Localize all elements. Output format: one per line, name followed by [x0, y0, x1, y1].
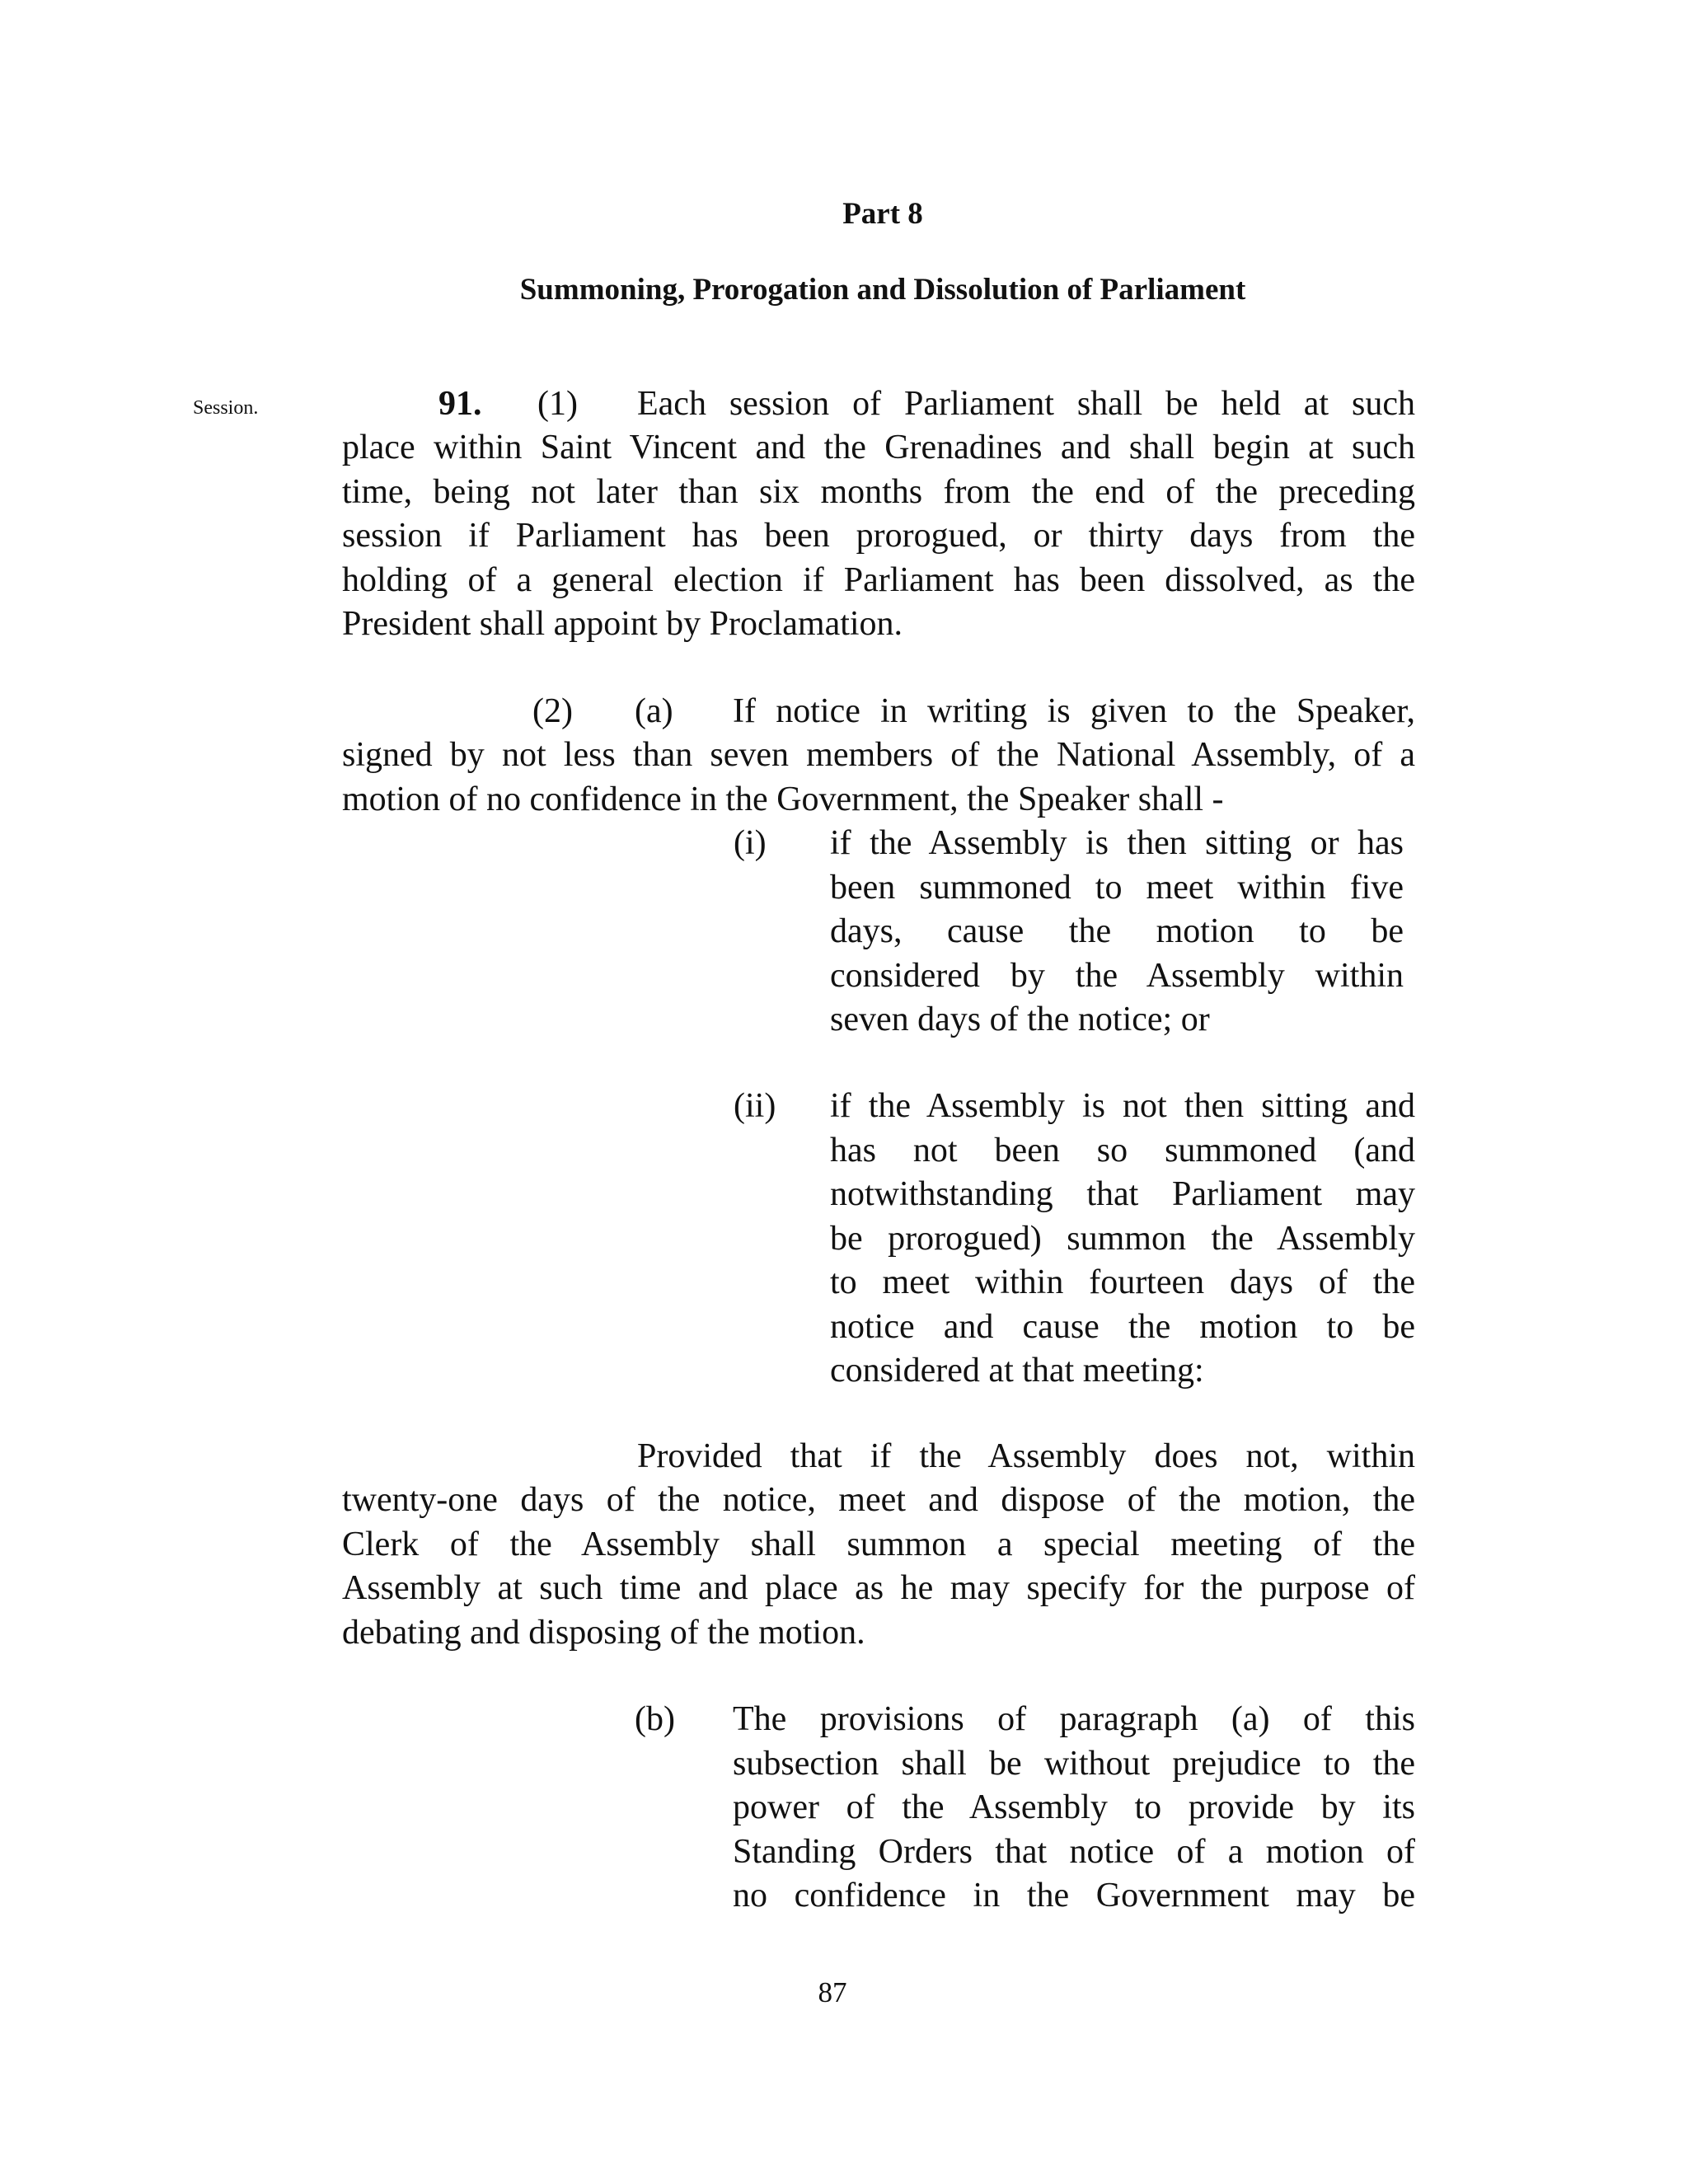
item-ii-label: (ii): [734, 1087, 776, 1125]
paragraph-a-text: [342, 733, 1415, 822]
text-line: if the Assembly is not then sitting and: [830, 1087, 1415, 1125]
text-line: days, cause the motion to be: [830, 912, 1404, 950]
text-line: debating and disposing of the motion.: [342, 1613, 865, 1652]
section-number: [438, 382, 482, 427]
text-line: Assembly at such time and place as he may specify for the purpose of: [342, 1569, 1415, 1607]
text-line: notice and cause the motion to be: [830, 1307, 1415, 1346]
section-number-label: 91.: [438, 385, 482, 423]
item-ii-text: [830, 1085, 1415, 1394]
text-line: President shall appoint by Proclamation.: [342, 605, 903, 643]
text-line: notwithstanding that Parliament may: [830, 1175, 1415, 1213]
item-i-label: (i): [734, 824, 767, 862]
paragraph-a-first-line: If notice in writing is given to the Speaker,: [733, 692, 1415, 730]
subsection-1-label: (1): [537, 385, 578, 423]
part-subtitle: Summoning, Prorogation and Dissolution of Parliament: [519, 273, 1246, 307]
margin-note: Session.: [193, 397, 259, 419]
text-line: Standing Orders that notice of a motion of: [733, 1832, 1415, 1871]
text-line: has not been so summoned (and: [830, 1131, 1415, 1169]
text-line: time, being not later than six months from the end of the preceding: [342, 472, 1415, 511]
text-line: signed by not less than seven members of the National Assembly, of a: [342, 736, 1415, 774]
text-line: The provisions of paragraph (a) of this: [733, 1700, 1415, 1738]
text-line: Clerk of the Assembly shall summon a special meeting of the: [342, 1525, 1415, 1563]
text-line: session if Parliament has been prorogued, or thirty days from the: [342, 517, 1415, 555]
text-line: twenty-one days of the notice, meet and dispose of the motion, the: [342, 1481, 1415, 1519]
text-line: considered by the Assembly within: [830, 956, 1404, 995]
text-line: been summoned to meet within five: [830, 868, 1404, 907]
paragraph-b-text: [733, 1698, 1415, 1919]
text-line: subsection shall be without prejudice to the: [733, 1744, 1415, 1783]
text-line: power of the Assembly to provide by its: [733, 1788, 1415, 1826]
text-line: to meet within fourteen days of the: [830, 1263, 1415, 1301]
text-line: motion of no confidence in the Government, the Speaker shall -: [342, 780, 1224, 818]
text-line: be prorogued) summon the Assembly: [830, 1219, 1415, 1258]
text-line: no confidence in the Government may be: [733, 1877, 1415, 1915]
subsection-1-text: [342, 426, 1415, 647]
page-number: 87: [818, 1976, 847, 2008]
subsection-2-label: (2): [532, 692, 573, 730]
paragraph-b-label: (b): [635, 1700, 675, 1738]
proviso-text: [342, 1479, 1415, 1655]
text-line: holding of a general election if Parliament has been dissolved, as the: [342, 560, 1415, 599]
proviso-first-line: Provided that if the Assembly does not, within: [637, 1437, 1415, 1475]
subsection-1-first-line: Each session of Parliament shall be held at such: [637, 385, 1415, 423]
text-line: place within Saint Vincent and the Grenadines and shall begin at such: [342, 429, 1415, 466]
paragraph-a-label: (a): [635, 692, 673, 730]
text-line: considered at that meeting:: [830, 1352, 1204, 1390]
part-title: Part 8: [842, 197, 923, 231]
item-i-text: [830, 822, 1404, 1043]
text-line: if the Assembly is then sitting or has: [830, 824, 1404, 862]
text-line: seven days of the notice; or: [830, 1001, 1210, 1038]
